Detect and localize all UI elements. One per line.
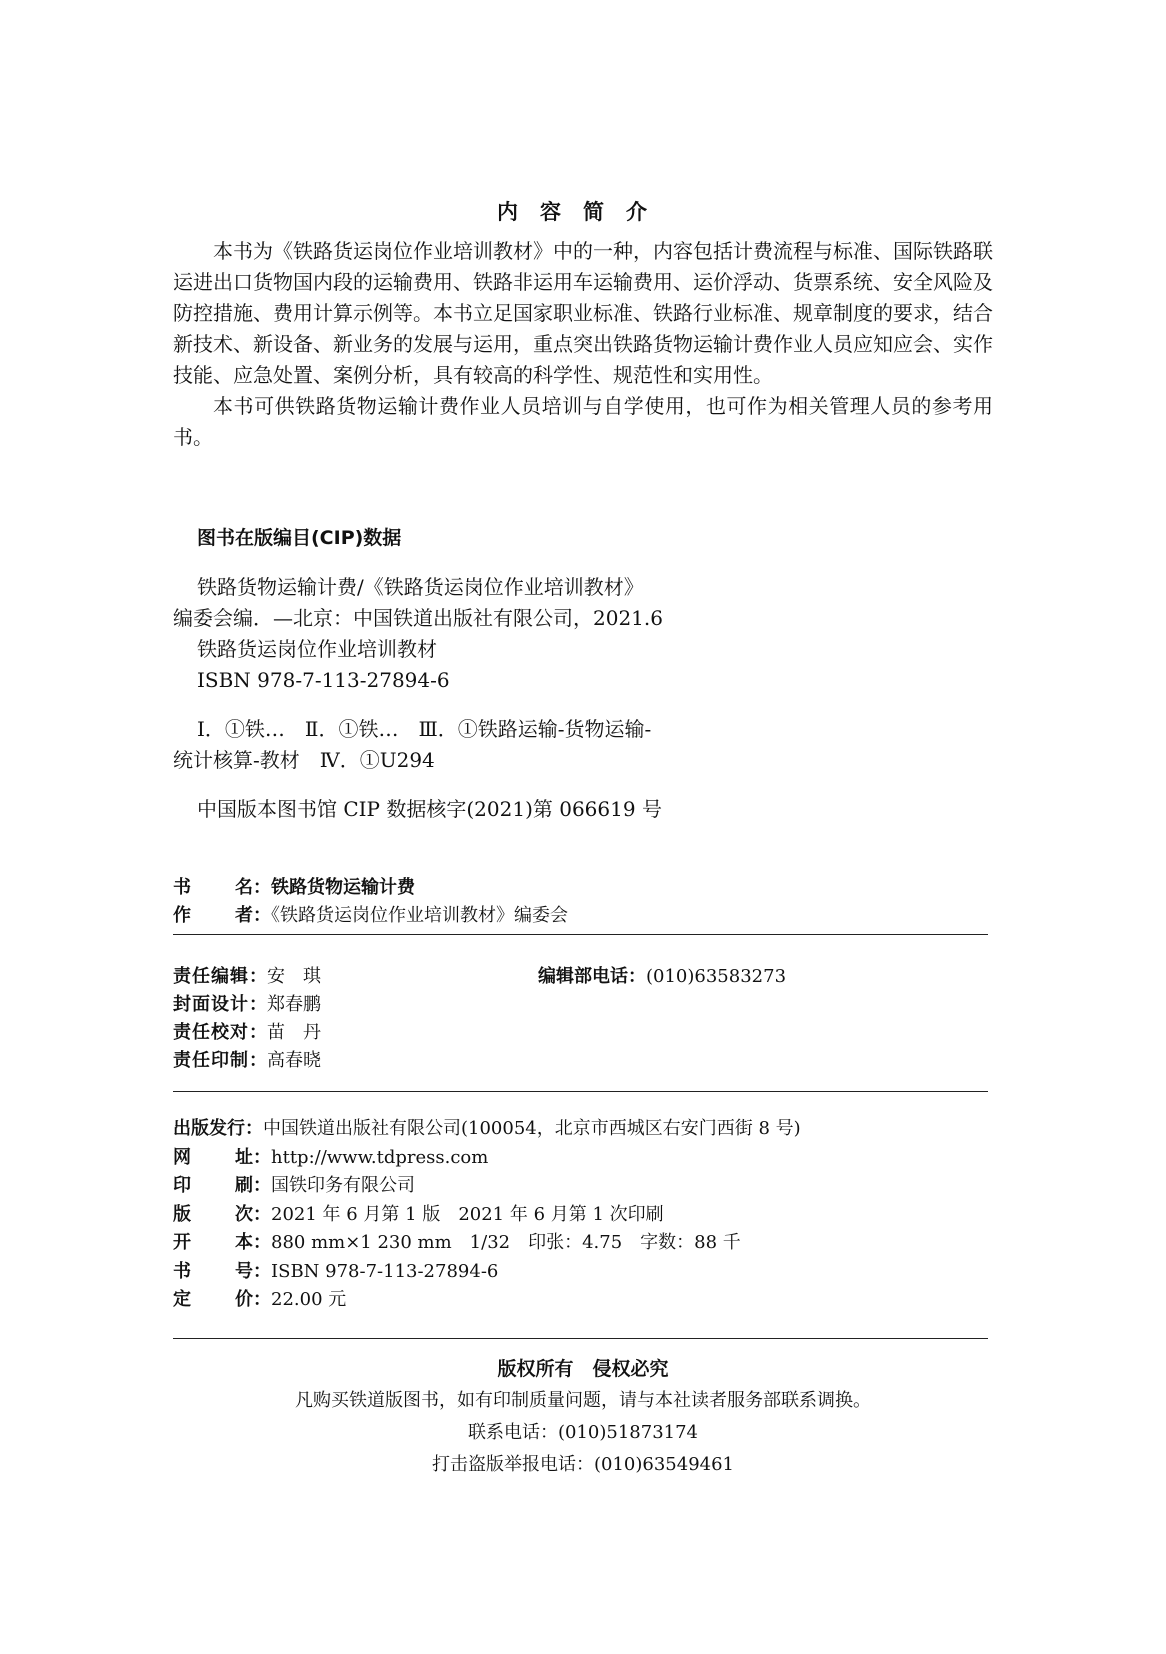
edition-value: 2021 年 6 月第 1 版 2021 年 6 月第 1 次印刷	[271, 1203, 664, 1225]
editorial-phone-label: 编辑部电话	[538, 966, 628, 987]
label-char: 本	[235, 1232, 253, 1253]
divider	[173, 1091, 988, 1092]
copyright-notice: 凡购买铁道版图书，如有印制质量问题，请与本社读者服务部联系调换。	[295, 1390, 871, 1411]
book-name-value: 铁路货物运输计费	[271, 877, 415, 898]
staff-row: 责任印制：高春晓	[173, 1050, 321, 1071]
book-author-label	[173, 902, 253, 930]
staff-row: 责任编辑：安 琪	[173, 966, 321, 987]
printer-row: 印 刷 ：国铁印务有限公司	[173, 1172, 801, 1201]
staff-row: 封面设计：郑春鹏	[173, 994, 321, 1015]
divider	[173, 1338, 988, 1339]
book-author-row: 作 者 ：《铁路货运岗位作业培训教材》编委会	[173, 902, 568, 930]
cip-line: 铁路货运岗位作业培训教材	[197, 637, 437, 661]
staff-label: 责任印制	[173, 1050, 249, 1071]
label-char: 开	[173, 1232, 191, 1253]
label-char: 书	[173, 1260, 191, 1282]
book-info	[173, 874, 568, 930]
label-char: 印	[173, 1175, 191, 1196]
label-char: 版	[173, 1203, 191, 1225]
website-row: 网 址 ：http://www.tdpress.com	[173, 1144, 801, 1173]
format-label	[173, 1229, 253, 1258]
cip-data-block	[173, 572, 773, 825]
publisher-value: 中国铁道出版社有限公司(100054，北京市西城区右安门西街 8 号)	[263, 1118, 801, 1139]
summary-section	[173, 236, 993, 453]
page-title: 内容简介	[497, 200, 669, 224]
cip-line: 统计核算-教材 Ⅳ．①U294	[173, 748, 435, 772]
summary-paragraph: 本书为《铁路货运岗位作业培训教材》中的一种，内容包括计费流程与标准、国际铁路联运进出口货物国内段的运输费用、铁路非运用车运输费用、运价浮动、货票系统、安全风险及防控措施、费用计算示例等。本书立足国家职业标准、铁路行业标准、规章制度的要求，结合新技术、新设备、新业务的发展与运用，重点突出铁路货物运输计费作业人员应知应会、实作技能、应急处置、案例分析，具有较高的科学性、规范性和实用性。	[173, 239, 993, 387]
copyright-heading: 版权所有 侵权必究	[497, 1358, 669, 1380]
price-row: 定 价 ：22.00 元	[173, 1286, 801, 1315]
anti-piracy-phone: 打击盗版举报电话：(010)63549461	[431, 1454, 735, 1475]
contact-phone: 联系电话：(010)51873174	[467, 1422, 699, 1443]
editorial-phone-value: (010)63583273	[646, 966, 787, 987]
isbn-row: 书 号 ：ISBN 978-7-113-27894-6	[173, 1258, 801, 1287]
label-char: 刷	[235, 1175, 253, 1196]
cip-line: Ⅰ．①铁… Ⅱ．①铁… Ⅲ．①铁路运输-货物运输-	[197, 717, 652, 741]
label-char: 书	[173, 877, 191, 898]
staff-row: 责任校对：苗 丹	[173, 1022, 321, 1043]
edition-row: 版 次 ：2021 年 6 月第 1 版 2021 年 6 月第 1 次印刷	[173, 1201, 801, 1230]
cip-line: ISBN 978-7-113-27894-6	[197, 668, 450, 692]
label-char: 址	[235, 1146, 253, 1168]
publisher-row: 出版发行：中国铁道出版社有限公司(100054，北京市西城区右安门西街 8 号)	[173, 1118, 801, 1139]
isbn-label	[173, 1258, 253, 1287]
publisher-label: 出版发行	[173, 1118, 245, 1139]
book-name-label	[173, 874, 253, 902]
staff-list	[173, 963, 321, 1075]
label-char: 次	[235, 1203, 253, 1225]
label-char: 号	[235, 1260, 253, 1282]
format-row: 开 本 ：880 mm×1 230 mm 1/32 印张：4.75 字数：88 千	[173, 1229, 801, 1258]
cip-heading: 图书在版编目(CIP)数据	[197, 527, 402, 549]
label-char: 作	[173, 905, 191, 926]
staff-label: 责任编辑	[173, 966, 249, 987]
label-char: 网	[173, 1146, 191, 1168]
edition-label	[173, 1201, 253, 1230]
price-value: 22.00 元	[271, 1289, 347, 1310]
cip-line: 铁路货物运输计费/《铁路货运岗位作业培训教材》	[197, 575, 644, 599]
label-char: 价	[235, 1289, 253, 1310]
label-char: 名	[235, 877, 253, 898]
printer-value: 国铁印务有限公司	[271, 1175, 415, 1196]
staff-label: 责任校对	[173, 1022, 249, 1043]
divider	[173, 934, 988, 935]
summary-paragraph: 本书可供铁路货物运输计费作业人员培训与自学使用，也可作为相关管理人员的参考用书。	[173, 394, 993, 449]
format-value: 880 mm×1 230 mm 1/32 印张：4.75 字数：88 千	[271, 1232, 741, 1253]
copyright-block	[0, 1353, 1166, 1481]
website-value: http://www.tdpress.com	[271, 1146, 489, 1168]
staff-label: 封面设计	[173, 994, 249, 1015]
staff-value: 苗 丹	[267, 1022, 321, 1043]
staff-value: 郑春鹏	[267, 994, 321, 1015]
staff-value: 安 琪	[267, 966, 321, 987]
printer-label	[173, 1172, 253, 1201]
staff-value: 高春晓	[267, 1050, 321, 1071]
book-author-value: 《铁路货运岗位作业培训教材》编委会	[271, 905, 568, 926]
cip-line: 编委会编．—北京：中国铁道出版社有限公司，2021.6	[173, 606, 663, 630]
isbn-value: ISBN 978-7-113-27894-6	[271, 1260, 499, 1282]
book-name-row: 书 名 ：铁路货物运输计费	[173, 874, 568, 902]
cip-line: 中国版本图书馆 CIP 数据核字(2021)第 066619 号	[197, 797, 662, 821]
website-label	[173, 1144, 253, 1173]
price-label	[173, 1286, 253, 1315]
publication-info	[173, 1115, 801, 1315]
label-char: 者	[235, 905, 253, 926]
editorial-phone: 编辑部电话：(010)63583273	[538, 966, 787, 987]
label-char: 定	[173, 1289, 191, 1310]
